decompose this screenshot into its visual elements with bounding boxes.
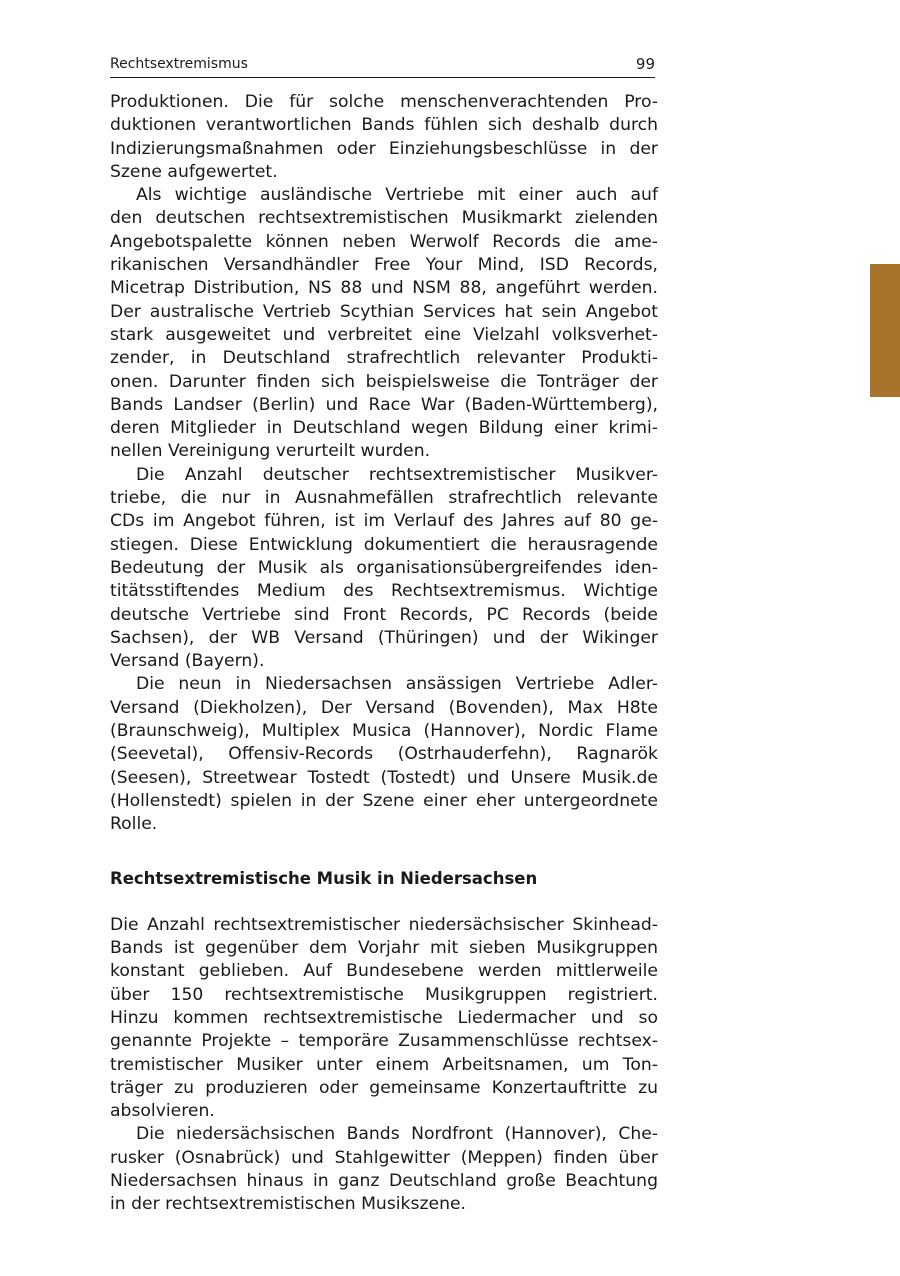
text-line: Als wichtige ausländische Vertriebe mit einer auch auf — [136, 185, 658, 206]
paragraph — [110, 914, 658, 1124]
text-line: triebe, die nur in Ausnahmefällen strafrechtlich relevante — [110, 488, 658, 509]
text-line: Die neun in Niedersachsen ansässigen Vertriebe Adler- — [136, 674, 658, 695]
text-line: Hinzu kommen rechtsextremistische Liedermacher und so — [110, 1007, 658, 1028]
text-line: onen. Darunter finden sich beispielsweise die Tonträger der — [110, 371, 658, 392]
text-line: (Braunschweig), Multiplex Musica (Hannover), Nordic Flame — [110, 721, 658, 742]
paragraph — [110, 91, 658, 184]
paragraph — [110, 464, 658, 674]
text-line: träger zu produzieren oder gemeinsame Konzertauftritte zu — [110, 1077, 658, 1098]
text-line: (Seesen), Streetwear Tostedt (Tostedt) und Unsere Musik.de — [110, 767, 658, 788]
text-line: Bands ist gegenüber dem Vorjahr mit sieben Musikgruppen — [110, 938, 658, 959]
paragraph — [110, 1123, 658, 1216]
text-line: rikanischen Versandhändler Free Your Mind, ISD Records, — [110, 255, 658, 276]
text-line: Die Anzahl rechtsextremistischer niedersächsischer Skinhead- — [110, 914, 658, 935]
text-line: Versand (Bayern). — [110, 651, 265, 672]
text-line: Der australische Vertrieb Scythian Services hat sein Angebot — [110, 301, 658, 322]
text-line: rusker (Osnabrück) und Stahlgewitter (Meppen) finden über — [110, 1147, 658, 1168]
text-line: deren Mitglieder in Deutschland wegen Bildung einer krimi- — [110, 418, 658, 439]
text-line: nellen Vereinigung verurteilt wurden. — [110, 441, 431, 462]
running-header — [110, 53, 655, 78]
text-line: in der rechtsextremistischen Musikszene. — [110, 1194, 466, 1215]
text-line: Angebotspalette können neben Werwolf Records die ame- — [110, 231, 658, 252]
text-line: konstant geblieben. Auf Bundesebene werden mittlerweile — [110, 961, 658, 982]
text-line: CDs im Angebot führen, ist im Verlauf des Jahres auf 80 ge- — [110, 511, 658, 532]
text-line: duktionen verantwortlichen Bands fühlen sich deshalb durch — [110, 115, 658, 136]
running-title: Rechtsextremismus — [110, 56, 248, 72]
text-line: Bands Landser (Berlin) und Race War (Baden-Württemberg), — [110, 394, 658, 415]
text-line: stark ausgeweitet und verbreitet eine Vielzahl volksverhet- — [110, 324, 658, 345]
text-line: Bedeutung der Musik als organisationsübergreifendes iden- — [110, 557, 658, 578]
text-line: genannte Projekte – temporäre Zusammenschlüsse rechtsex- — [110, 1031, 658, 1052]
text-line: zender, in Deutschland strafrechtlich relevanter Produkti- — [110, 348, 658, 369]
text-line: Indizierungsmaßnahmen oder Einziehungsbeschlüsse in der — [110, 138, 658, 159]
text-line: titätsstiftendes Medium des Rechtsextremismus. Wichtige — [110, 581, 658, 602]
page-body — [110, 91, 658, 1217]
text-line: Produktionen. Die für solche menschenverachtenden Pro- — [110, 92, 658, 112]
text-line: Micetrap Distribution, NS 88 und NSM 88, angeführt werden. — [110, 278, 658, 299]
paragraph — [110, 184, 658, 464]
text-line: Die niedersächsischen Bands Nordfront (Hannover), Che- — [136, 1124, 658, 1145]
text-line: Versand (Diekholzen), Der Versand (Bovenden), Max H8te — [110, 697, 658, 718]
text-line: Die Anzahl deutscher rechtsextremistischer Musikver- — [136, 464, 658, 485]
text-line: den deutschen rechtsextremistischen Musikmarkt zielenden — [110, 208, 658, 229]
text-line: tremistischer Musiker unter einem Arbeitsnamen, um Ton- — [110, 1054, 658, 1075]
text-line: über 150 rechtsextremistische Musikgruppen registriert. — [110, 984, 658, 1005]
section-gap — [110, 837, 658, 867]
text-line: Szene aufgewertet. — [110, 161, 278, 182]
text-line: (Hollenstedt) spielen in der Szene einer eher untergeordnete — [110, 790, 658, 811]
text-line: (Seevetal), Offensiv-Records (Ostrhauderfehn), Ragnarök — [110, 744, 658, 765]
text-line: Niedersachsen hinaus in ganz Deutschland große Beachtung — [110, 1171, 658, 1192]
text-line: absolvieren. — [110, 1101, 215, 1122]
text-line: stiegen. Diese Entwicklung dokumentiert die herausragende — [110, 534, 658, 555]
chapter-tab-marker — [870, 264, 900, 397]
paragraph — [110, 673, 658, 836]
section-heading: Rechtsextremistische Musik in Niedersachsen — [110, 868, 538, 888]
text-line: Rolle. — [110, 814, 158, 835]
section-gap — [110, 890, 658, 914]
text-line: deutsche Vertriebe sind Front Records, PC Records (beide — [110, 604, 658, 625]
page-number: 99 — [635, 55, 655, 73]
text-line: Sachsen), der WB Versand (Thüringen) und der Wikinger — [110, 627, 658, 648]
